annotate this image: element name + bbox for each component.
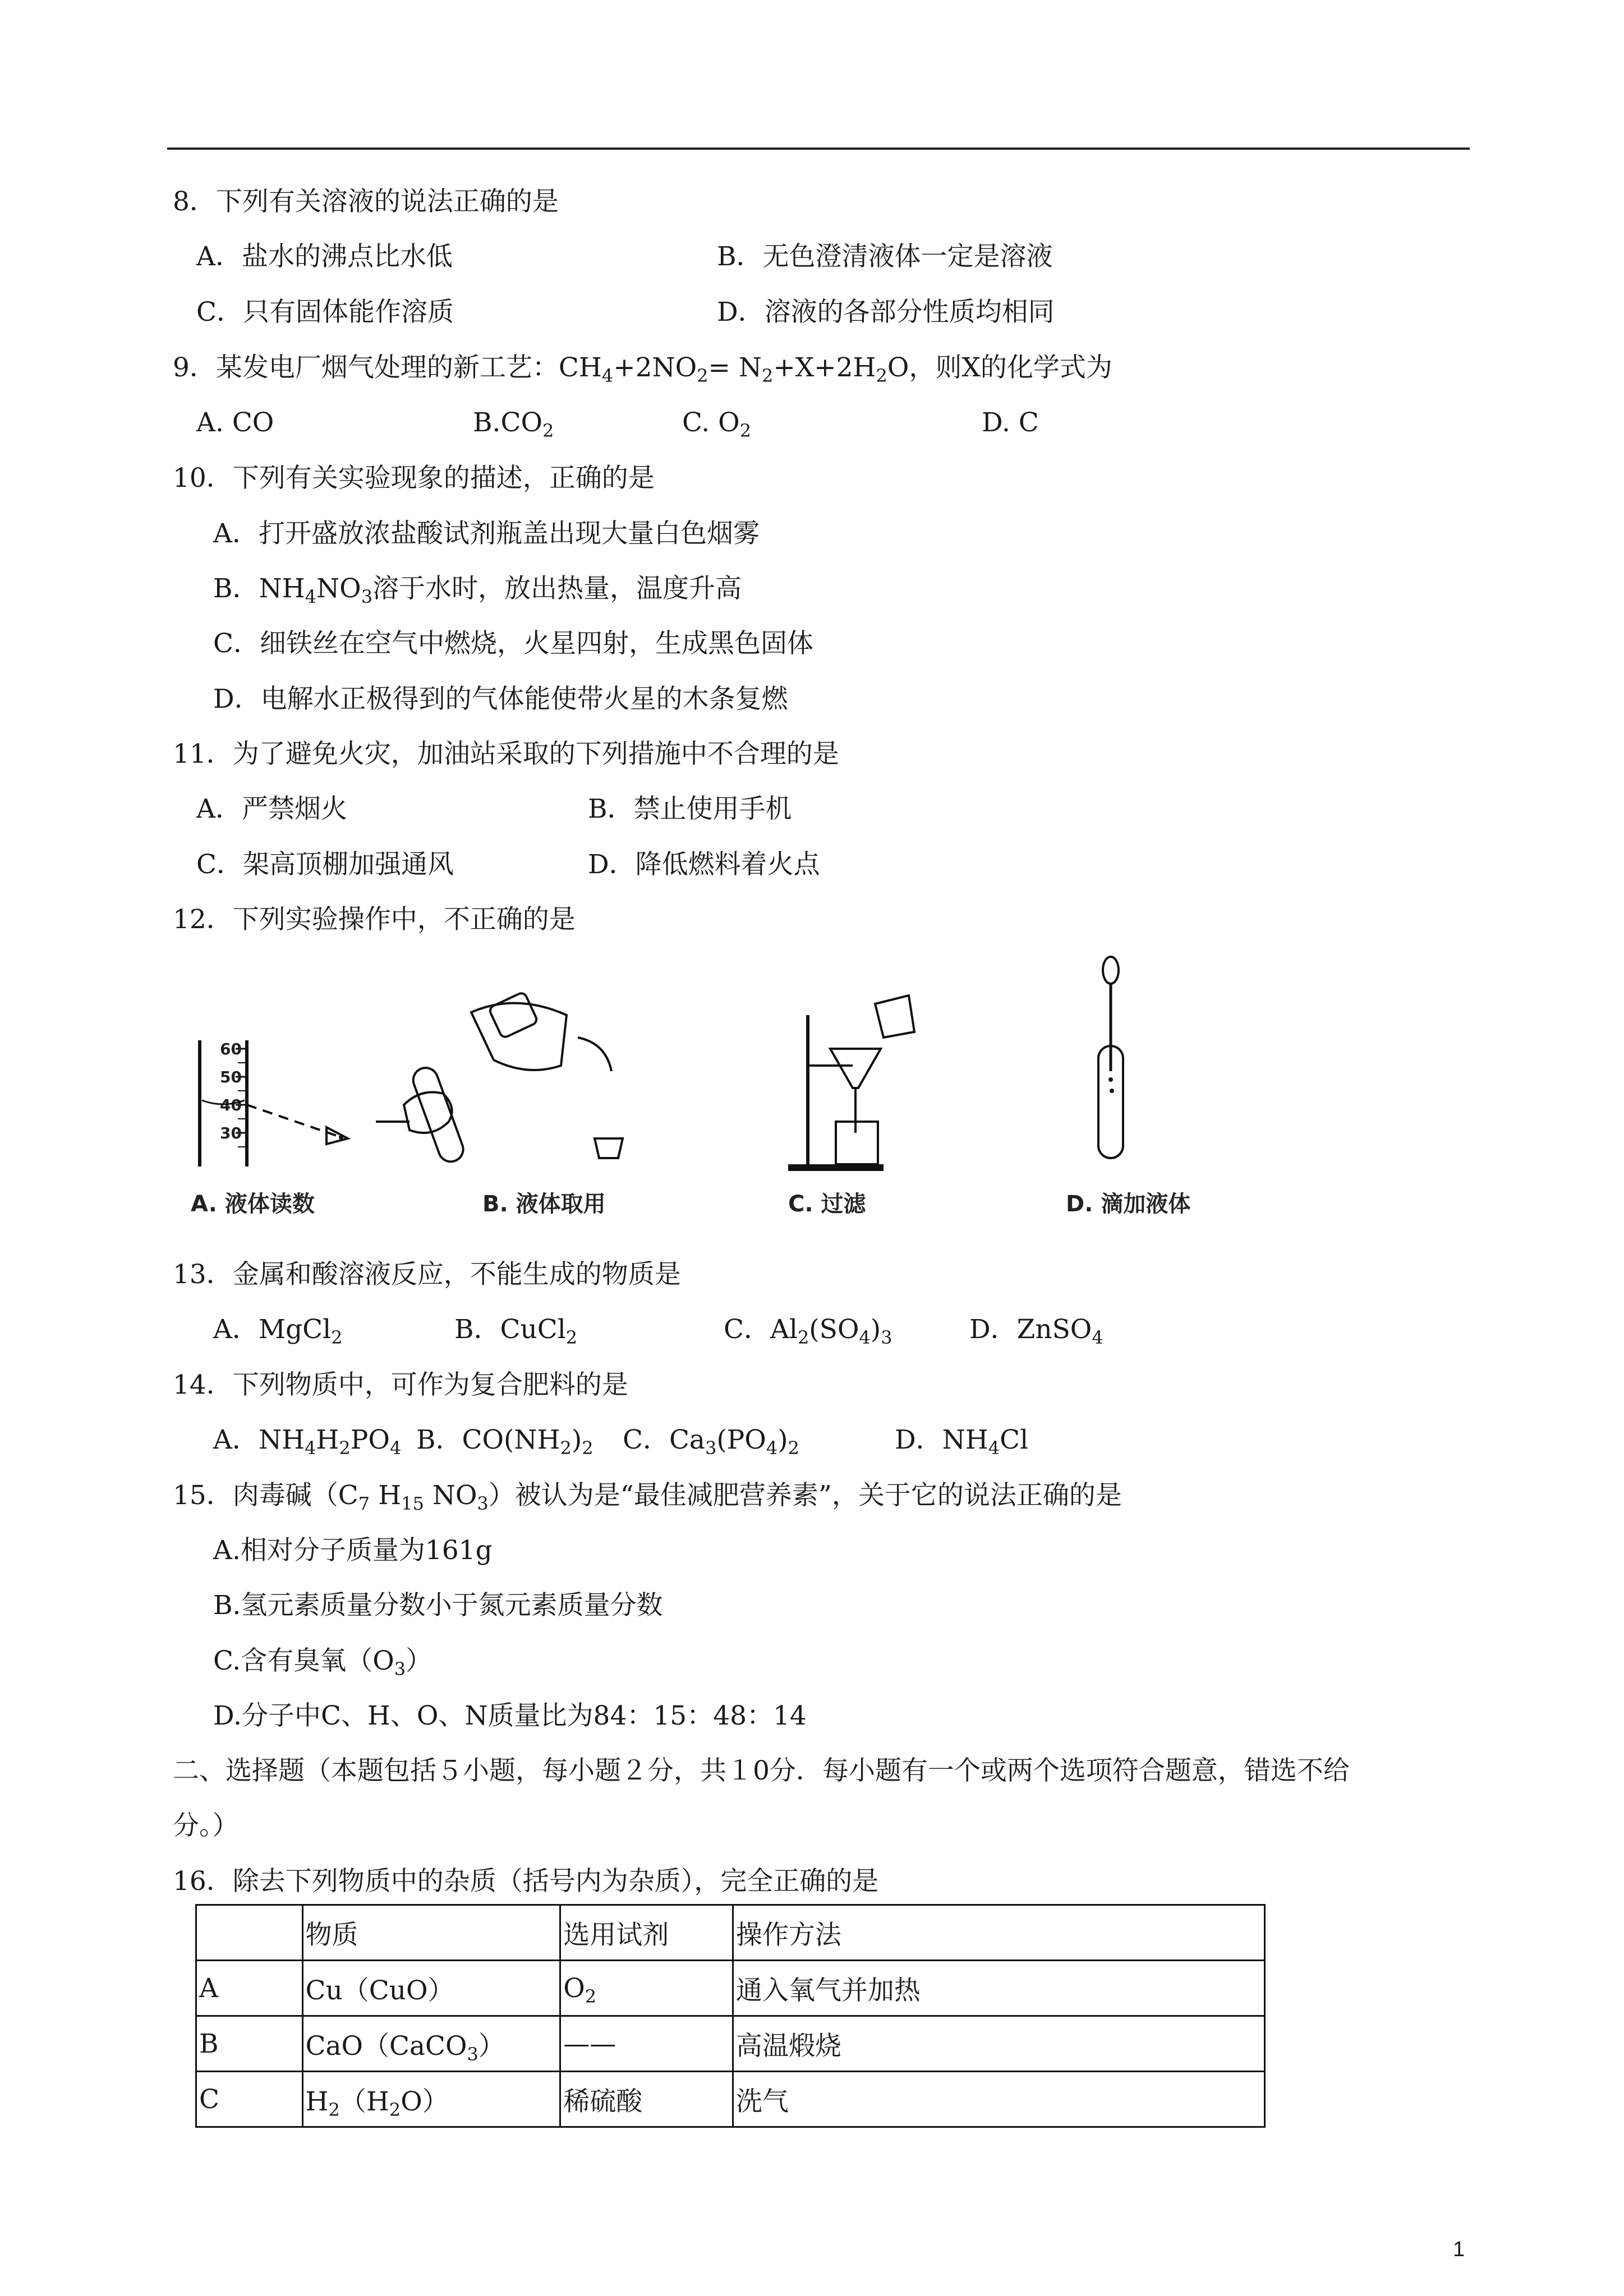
q11-option-c: C．架高顶棚加强通风 (196, 849, 454, 880)
q11-option-a: A．严禁烟火 (196, 794, 347, 824)
impurity-removal-table (195, 1904, 1266, 2128)
q9-option-c: C. $O_2$ (682, 407, 752, 441)
page-number: 1 (1453, 2238, 1465, 2261)
q13-option-c: C．$Al_2(SO_4)_3$ (724, 1314, 892, 1348)
table-header-cell: 选用试剂 (560, 1905, 733, 1961)
q8-option-d: D．溶液的各部分性质均相同 (717, 297, 1055, 328)
q8-option-a: A．盐水的沸点比水低 (196, 241, 453, 272)
figure-label-d: D. 滴加液体 (1066, 1191, 1191, 1217)
table-row (196, 2072, 1265, 2127)
figure-label-c: C. 过滤 (788, 1191, 866, 1217)
row-reagent: $O_2$ (560, 1961, 733, 2016)
question-13-stem: 13．金属和酸溶液反应，不能生成的物质是 (173, 1259, 681, 1290)
question-9-stem: 9．某发电厂烟气处理的新工艺：$CH_4+2NO_2= N_2+X+2H_2O$，则X的化学式为 (173, 352, 1112, 386)
row-reagent: 稀硫酸 (560, 2072, 733, 2127)
row-label: C (196, 2072, 303, 2127)
question-12-stem: 12．下列实验操作中，不正确的是 (173, 904, 576, 935)
q13-option-d: D．ZnSO$_4$ (969, 1314, 1103, 1348)
question-11-stem: 11．为了避免火灾，加油站采取的下列措施中不合理的是 (173, 739, 839, 769)
row-substance: CaO（CaCO$_3$） (302, 2016, 560, 2072)
figure-label-a: A. 液体读数 (191, 1191, 315, 1217)
q10-option-a: A．打开盛放浓盐酸试剂瓶盖出现大量白色烟雾 (213, 518, 760, 549)
table-header-cell (196, 1905, 303, 1961)
q11-option-b: B．禁止使用手机 (588, 794, 792, 824)
question-16-stem: 16．除去下列物质中的杂质（括号内为杂质），完全正确的是 (173, 1866, 879, 1897)
tick-label-60: 60 (220, 1040, 242, 1058)
q14-option-c: C．$Ca_3(PO_4)_2$ (623, 1424, 799, 1459)
question-8-stem: 8．下列有关溶液的说法正确的是 (173, 186, 559, 217)
section-2-heading: 二、选择题（本题包括５小题，每小题２分，共１0分．每小题有一个或两个选项符合题意，错选不给 (173, 1755, 1350, 1786)
q9-option-d: D. C (982, 407, 1039, 438)
q14-option-a: A．$NH_4H_2PO_4$ (213, 1424, 402, 1459)
figure-b-liquid-pouring (376, 992, 623, 1165)
q9-option-b: $B.CO_2$ (473, 407, 554, 441)
question-15-stem: 15．肉毒碱（$C_7$ $H_{15}$ $NO_3$）被认为是“最佳减肥营养素”，关于它的说法正确的是 (173, 1480, 1122, 1514)
q15-option-a: A.相对分子质量为161g (213, 1535, 493, 1566)
q10-option-d: D．电解水正极得到的气体能使带火星的木条复燃 (213, 684, 788, 714)
figure-c-filtration (788, 995, 914, 1171)
q8-option-c: C．只有固体能作溶质 (196, 297, 454, 328)
table-row (196, 2016, 1265, 2072)
row-substance: $H_2(H_2O)$ (302, 2072, 560, 2127)
section-2-heading-cont: 分。） (173, 1810, 239, 1841)
table-header-row (196, 1905, 1265, 1961)
figure-a-liquid-reading (200, 1040, 348, 1167)
q10-option-b: B．$NH_4NO_3$溶于水时，放出热量，温度升高 (213, 573, 742, 607)
q14-option-d: D．$NH_4Cl$ (895, 1424, 1029, 1459)
figure-d-dropper (1098, 957, 1123, 1158)
header-rule (167, 147, 1470, 150)
tick-label-30: 30 (220, 1124, 242, 1142)
q15-option-b: B.氢元素质量分数小于氮元素质量分数 (213, 1590, 663, 1621)
table-header-cell: 操作方法 (733, 1905, 1264, 1961)
figure-label-b: B. 液体取用 (482, 1191, 606, 1217)
row-substance: Cu（CuO） (302, 1961, 560, 2016)
tick-label-40: 40 (220, 1096, 242, 1114)
q11-option-d: D．降低燃料着火点 (588, 849, 820, 880)
tick-label-50: 50 (220, 1068, 242, 1086)
table-header-cell: 物质 (302, 1905, 560, 1961)
row-method: 洗气 (733, 2072, 1264, 2127)
row-reagent: —— (560, 2016, 733, 2072)
row-label: A (196, 1961, 303, 2016)
lab-operations-figure (180, 953, 1234, 1228)
row-label: B (196, 2016, 303, 2072)
q9-option-a: A. CO (196, 407, 274, 438)
question-10-stem: 10．下列有关实验现象的描述，正确的是 (173, 463, 655, 494)
q15-option-d: D.分子中C、H、O、N质量比为84：15：48：14 (213, 1700, 807, 1731)
row-method: 高温煅烧 (733, 2016, 1264, 2072)
table-row (196, 1961, 1265, 2016)
q15-option-c: C.含有臭氧$(O_3)$ (213, 1645, 433, 1680)
q14-option-b: B．$CO(NH_2)_2$ (416, 1424, 594, 1459)
q13-option-a: A．MgCl$_2$ (213, 1314, 343, 1348)
row-method: 通入氧气并加热 (733, 1961, 1264, 2016)
q13-option-b: B．CuCl$_2$ (454, 1314, 578, 1348)
question-14-stem: 14．下列物质中，可作为复合肥料的是 (173, 1370, 628, 1400)
q10-option-c: C．细铁丝在空气中燃烧，火星四射，生成黑色固体 (213, 628, 813, 659)
q8-option-b: B．无色澄清液体一定是溶液 (717, 241, 1053, 272)
